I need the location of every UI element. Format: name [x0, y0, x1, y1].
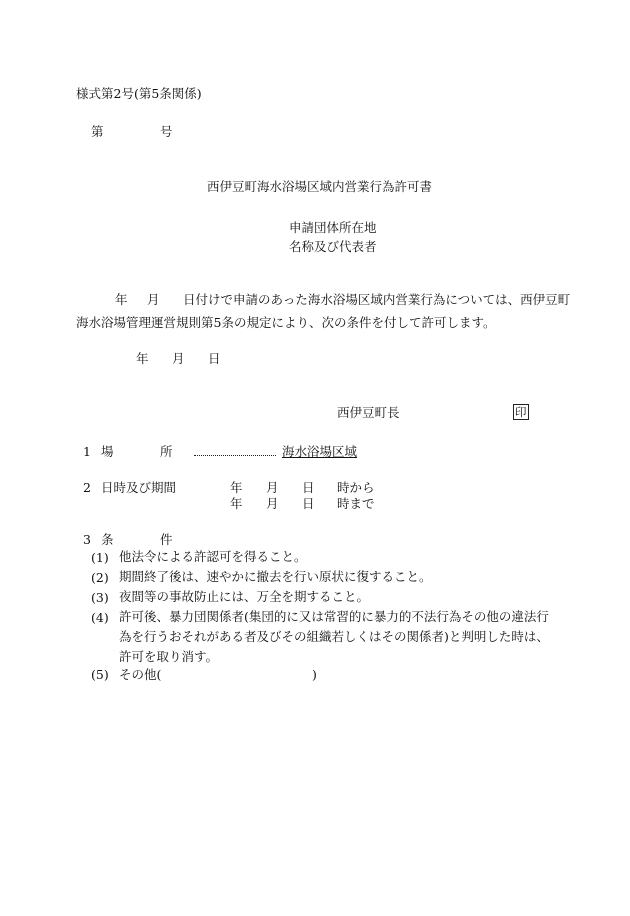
condition-num: (1) [91, 550, 109, 565]
condition-num: (5) [91, 667, 109, 682]
item-place-label-a: 場 [101, 444, 114, 459]
period-end-year: 年 [230, 496, 243, 511]
item-place-label-b: 所 [160, 444, 173, 459]
body-line1: 日付けで申請のあった海水浴場区域内営業行為については、西伊豆町 [183, 292, 571, 307]
period-end-suffix: 時まで [337, 496, 375, 511]
item-conditions-label-b: 件 [160, 532, 173, 547]
date-day: 日 [208, 351, 221, 366]
applicant-address-label: 申請団体所在地 [289, 220, 377, 235]
item-period-label: 日時及び期間 [101, 480, 177, 495]
item-period-num: 2 [83, 480, 91, 495]
form-label: 様式第2号(第5条関係) [76, 86, 202, 101]
condition-num: (3) [91, 590, 109, 605]
applicant-name-label: 名称及び代表者 [289, 239, 377, 254]
period-end-day: 日 [302, 496, 315, 511]
dotted-leader [194, 444, 276, 456]
number-go: 号 [160, 124, 173, 139]
condition-text: 許可後、暴力団関係者(集団的に又は常習的に暴力的不法行為その他の違法行為を行うおそれがある者及びその組織若しくはその関係者)と判明した時は、許可を取り消す。 [119, 609, 549, 664]
condition-num: (4) [91, 610, 109, 625]
period-start-day: 日 [302, 480, 315, 495]
item-conditions-num: 3 [83, 532, 91, 547]
period-start-suffix: 時から [337, 480, 375, 495]
period-start-month: 月 [266, 480, 279, 495]
document-title: 西伊豆町海水浴場区域内営業行為許可書 [207, 179, 433, 194]
condition-other-close: ) [312, 667, 317, 682]
condition-other-open: その他( [119, 667, 162, 682]
item-place-value-row [194, 444, 357, 459]
condition-text: 他法令による許認可を得ること。 [119, 549, 307, 564]
date-year: 年 [136, 351, 149, 366]
body-line2: 海水浴場管理運営規則第5条の規定により、次の条件を付して許可します。 [76, 315, 496, 330]
issuer-name: 西伊豆町長 [337, 405, 400, 420]
seal-mark [513, 404, 529, 420]
condition-num: (2) [91, 570, 109, 585]
body-month: 月 [147, 292, 160, 307]
condition-text: 夜間等の事故防止には、万全を期すること。 [119, 589, 370, 604]
date-month: 月 [172, 351, 185, 366]
item-place-num: 1 [83, 444, 91, 459]
item-conditions-label-a: 条 [101, 532, 114, 547]
period-end-month: 月 [266, 496, 279, 511]
body-year: 年 [115, 292, 128, 307]
seal-label: 印 [515, 405, 527, 419]
item-place-value: 海水浴場区域 [282, 444, 358, 459]
number-dai: 第 [91, 124, 104, 139]
condition-text: 期間終了後は、速やかに撤去を行い原状に復すること。 [119, 569, 432, 584]
period-start-year: 年 [230, 480, 243, 495]
